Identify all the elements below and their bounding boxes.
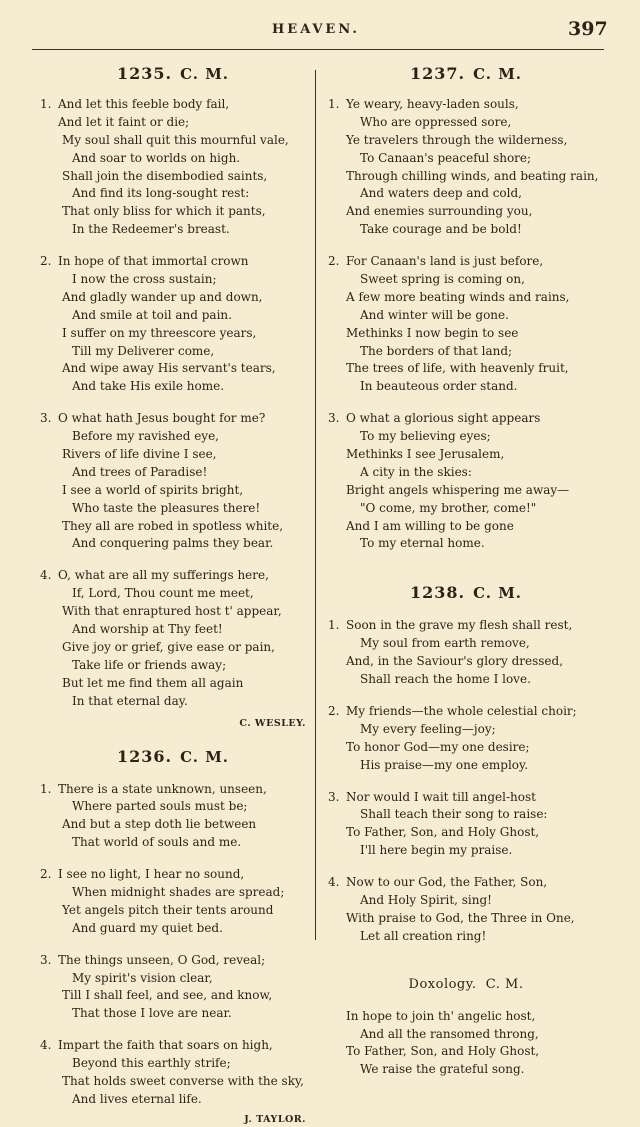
verse-line: Yet angels pitch their tents around <box>62 902 274 917</box>
verse-line: And trees of Paradise! <box>72 464 208 479</box>
verse-line: I see a world of spirits bright, <box>62 482 244 497</box>
verse-line: Nor would I wait till angel-host <box>346 789 536 804</box>
right-column <box>328 64 604 1079</box>
verse-line: We raise the grateful song. <box>360 1062 525 1077</box>
verse-line: And Holy Spirit, sing! <box>360 892 493 907</box>
verse-line: Ye travelers through the wilderness, <box>346 132 568 147</box>
doxology-label: Doxology. <box>408 976 477 992</box>
verse-line: Who taste the pleasures there! <box>72 500 261 515</box>
verse-line: Bright angels whispering me away— <box>346 482 570 497</box>
stanza-number: 4. <box>328 875 340 890</box>
hymn-meter: C. M. <box>180 65 230 83</box>
verse-line: And soar to worlds on high. <box>72 150 241 165</box>
verse-line: O, what are all my sufferings here, <box>58 568 269 583</box>
verse-line: That holds sweet converse with the sky, <box>62 1073 304 1088</box>
verse-line: A few more beating winds and rains, <box>346 289 570 304</box>
verse-line: And I am willing to be gone <box>346 518 514 533</box>
verse-line: To my eternal home. <box>360 536 485 551</box>
stanza <box>40 410 306 553</box>
verse-line: Till I shall feel, and see, and know, <box>62 988 273 1003</box>
verse-line: My spirit's vision clear, <box>72 970 213 985</box>
verse-line: I now the cross sustain; <box>72 272 217 287</box>
stanza <box>328 96 604 239</box>
verse-line: And gladly wander up and down, <box>62 289 263 304</box>
verse-line: Rivers of life divine I see, <box>62 447 217 462</box>
verse-line: And conquering palms they bear. <box>72 536 274 551</box>
verse-line: Before my ravished eye, <box>72 429 219 444</box>
verse-line: To my believing eyes; <box>360 429 491 444</box>
stanza <box>328 253 604 396</box>
verse-line: In hope of that immortal crown <box>58 254 249 269</box>
verse-line: And, in the Saviour's glory dressed, <box>346 654 564 669</box>
verse-line: Take courage and be bold! <box>360 222 522 237</box>
stanza <box>40 1037 306 1109</box>
verse-line: To Canaan's peaceful shore; <box>360 150 532 165</box>
verse-line: They all are robed in spotless white, <box>62 518 284 533</box>
verse-line: To honor God—my one desire; <box>346 739 530 754</box>
verse-line: When midnight shades are spread; <box>72 884 285 899</box>
header-rule <box>32 49 604 50</box>
verse-line: Who are oppressed sore, <box>360 114 512 129</box>
stanza <box>40 952 306 1024</box>
doxology-meter: C. M. <box>485 976 524 992</box>
verse-line: O what a glorious sight appears <box>346 411 541 426</box>
verse-line: And wipe away His servant's tears, <box>62 361 276 376</box>
verse-line: Methinks I see Jerusalem, <box>346 447 505 462</box>
verse-line: Now to our God, the Father, Son, <box>346 875 548 890</box>
stanza-number: 1. <box>328 618 340 633</box>
verse-line: My every feeling—joy; <box>360 721 496 736</box>
verse-line: Give joy or grief, give ease or pain, <box>62 639 275 654</box>
verse-line: I see no light, I hear no sound, <box>58 867 245 882</box>
verse-line: Beyond this earthly strife; <box>72 1056 231 1071</box>
page-number: 397 <box>568 18 608 40</box>
verse-line: Impart the faith that soars on high, <box>58 1038 273 1053</box>
stanza <box>328 617 604 689</box>
stanza-number: 3. <box>328 789 340 804</box>
verse-line: That world of souls and me. <box>72 835 242 850</box>
verse-line: And smile at toil and pain. <box>72 307 232 322</box>
verse-line: If, Lord, Thou count me meet, <box>72 586 254 601</box>
verse-line: Shall teach their song to raise: <box>360 807 548 822</box>
hymn-1236-title <box>40 747 306 767</box>
hymn-meter: C. M. <box>473 584 523 603</box>
verse-line: Till my Deliverer come, <box>72 343 215 358</box>
doxology-title <box>328 976 604 994</box>
column-divider <box>315 70 316 940</box>
stanza <box>328 703 604 775</box>
verse-line: And let this feeble body fail, <box>58 97 230 111</box>
verse-line: And but a step doth lie between <box>62 817 257 832</box>
verse-line: And take His exile home. <box>72 379 225 394</box>
verse-line: And guard my quiet bed. <box>72 920 223 935</box>
verse-line: In beauteous order stand. <box>360 379 518 394</box>
verse-line: My friends—the whole celestial choir; <box>346 703 577 718</box>
verse-line: Shall join the disembodied saints, <box>62 168 268 183</box>
verse-line: And all the ransomed throng, <box>360 1026 539 1041</box>
stanza <box>328 410 604 553</box>
verse-line: Methinks I now begin to see <box>346 325 519 340</box>
verse-line: With praise to God, the Three in One, <box>346 910 575 925</box>
stanza <box>40 567 306 710</box>
stanza <box>328 789 604 861</box>
hymn-1238-title <box>328 583 604 603</box>
stanza-number: 2. <box>328 703 340 718</box>
verse-line: Sweet spring is coming on, <box>360 272 525 287</box>
stanza <box>328 1008 604 1080</box>
verse-line: I'll here begin my praise. <box>360 843 513 858</box>
stanza-number: 3. <box>40 952 52 967</box>
hymn-number: 1237. <box>409 64 466 83</box>
hymn-1235-title <box>40 64 306 84</box>
verse-line: And enemies surrounding you, <box>346 204 533 219</box>
verse-line: Ye weary, heavy-laden souls, <box>346 97 519 111</box>
verse-line: Where parted souls must be; <box>72 799 248 814</box>
hymn-meter: C. M. <box>473 65 523 83</box>
verse-line: Soon in the grave my flesh shall rest, <box>346 618 573 633</box>
verse-line: Through chilling winds, and beating rain, <box>346 168 599 183</box>
stanza-number: 3. <box>328 411 340 426</box>
verse-line: And find its long-sought rest: <box>72 186 250 201</box>
verse-line: O what hath Jesus bought for me? <box>58 411 266 426</box>
hymn-number: 1238. <box>409 583 466 603</box>
stanza-number: 3. <box>40 411 52 426</box>
verse-line: "O come, my brother, come!" <box>360 500 537 515</box>
verse-line: His praise—my one employ. <box>360 757 529 772</box>
verse-line: And let it faint or die; <box>58 114 190 129</box>
verse-line: In hope to join th' angelic host, <box>346 1008 536 1023</box>
verse-line: And worship at Thy feet! <box>72 622 223 637</box>
verse-line: I suffer on my threescore years, <box>62 325 257 340</box>
stanza-number: 1. <box>328 97 340 111</box>
verse-line: To Father, Son, and Holy Ghost, <box>346 825 540 840</box>
stanza <box>40 781 306 853</box>
stanza-number: 1. <box>40 97 52 111</box>
verse-line: With that enraptured host t' appear, <box>62 604 282 619</box>
stanza <box>40 866 306 938</box>
stanza-number: 4. <box>40 1038 52 1053</box>
left-column <box>40 64 306 1127</box>
stanza-number: 2. <box>328 254 340 269</box>
verse-line: That only bliss for which it pants, <box>62 204 266 219</box>
verse-line: There is a state unknown, unseen, <box>58 781 267 796</box>
verse-line: Take life or friends away; <box>72 657 227 672</box>
hymn-author: C. WESLEY. <box>239 717 306 729</box>
verse-line: A city in the skies: <box>360 464 472 479</box>
verse-line: The borders of that land; <box>360 343 513 358</box>
verse-line: In that eternal day. <box>72 693 188 708</box>
hymn-author: J. TAYLOR. <box>244 1113 306 1125</box>
hymn-number: 1235. <box>116 64 173 83</box>
stanza <box>40 253 306 396</box>
verse-line: Let all creation ring! <box>360 928 487 943</box>
hymn-number: 1236. <box>116 746 173 766</box>
stanza-number: 4. <box>40 568 52 583</box>
verse-line: Shall reach the home I love. <box>360 672 531 687</box>
verse-line: For Canaan's land is just before, <box>346 254 544 269</box>
verse-line: And waters deep and cold, <box>360 186 522 201</box>
running-title: HEAVEN. <box>272 22 360 37</box>
verse-line: My soul shall quit this mournful vale, <box>62 132 289 147</box>
verse-line: That those I love are near. <box>72 1006 232 1021</box>
verse-line: My soul from earth remove, <box>360 636 530 651</box>
verse-line: The things unseen, O God, reveal; <box>58 952 266 967</box>
verse-line: To Father, Son, and Holy Ghost, <box>346 1044 540 1059</box>
hymn-meter: C. M. <box>180 747 230 766</box>
verse-line: But let me find them all again <box>62 675 244 690</box>
stanza <box>328 874 604 946</box>
stanza <box>40 96 306 239</box>
verse-line: And lives eternal life. <box>72 1091 202 1106</box>
verse-line: The trees of life, with heavenly fruit, <box>346 361 569 376</box>
stanza-number: 1. <box>40 781 52 796</box>
hymn-1237-title <box>328 64 604 84</box>
verse-line: In the Redeemer's breast. <box>72 222 230 237</box>
verse-line: And winter will be gone. <box>360 307 509 322</box>
stanza-number: 2. <box>40 867 52 882</box>
stanza-number: 2. <box>40 254 52 269</box>
